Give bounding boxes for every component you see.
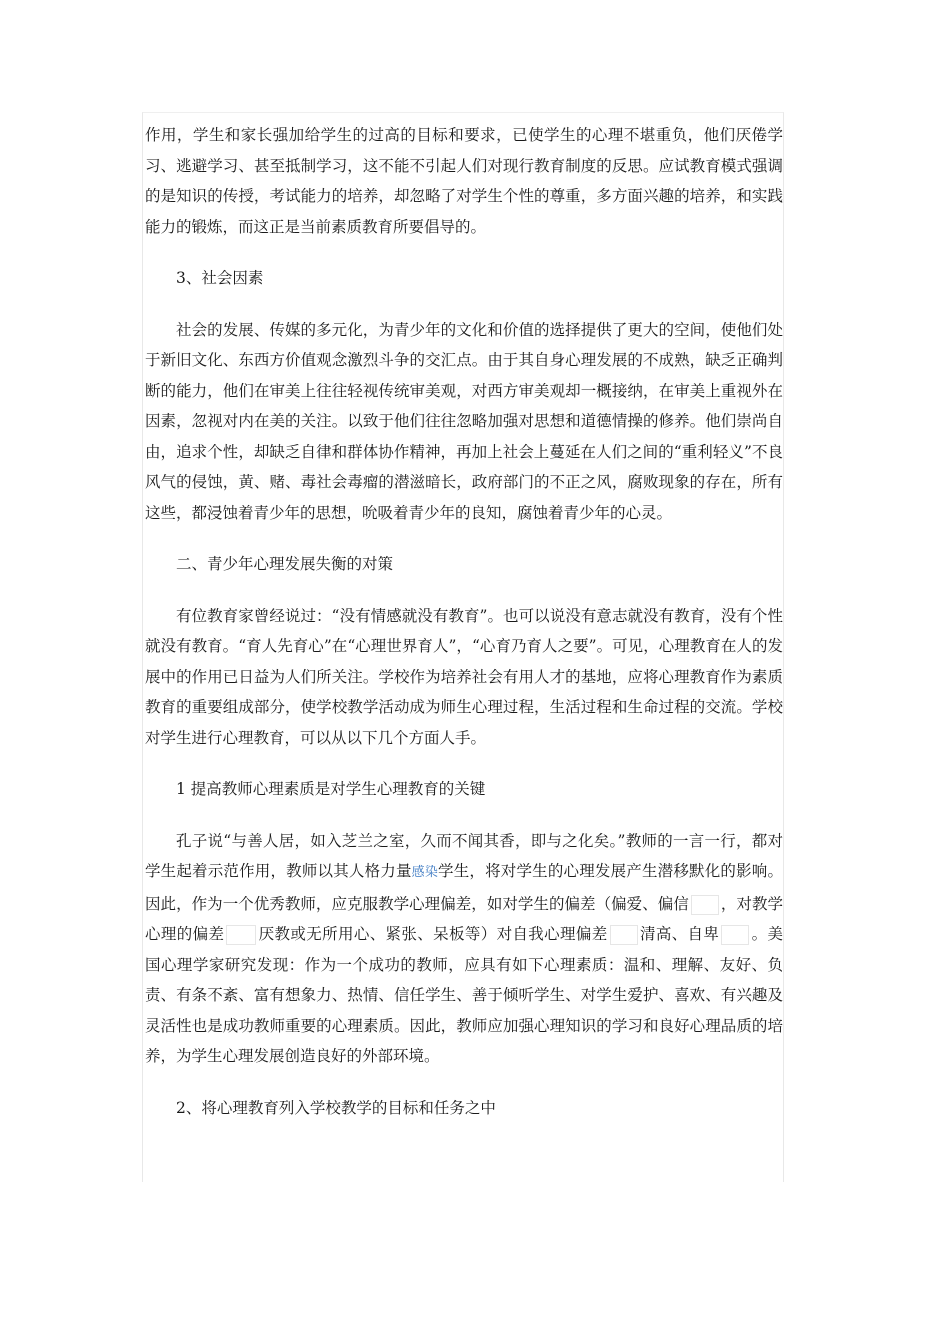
heading-social-factors: 3、社会因素 xyxy=(176,269,264,287)
text-segment: 学生，将对学生的心理发展产生潜移默化的影响。因此，作为一个优秀教师，应克服教学心理偏差，如对学生的偏差（偏爱、偏信 xyxy=(145,862,783,913)
text-segment: 孔子说“与善人居，如入芝兰之室，久而不闻其香，即与之化矣。”教师的一言一行，都对学生起着示范作用，教师以其人格力量 xyxy=(145,831,783,880)
paragraph-social-factors: 社会的发展、传媒的多元化，为青少年的文化和价值的选择提供了更大的空间，使他们处于新旧文化、东西方价值观念激烈斗争的交汇点。由于其自身心理发展的不成熟，缺乏正确判断的能力，他们在审美上往往轻视传统审美观，对西方审美观却一概接纳，在审美上重视外在因素，忽视对内在美的关注。以致于他们往往忽略加强对思想和道德情操的修养。他们崇尚自由，追求个性，却缺乏自律和群体协作精神，再加上社会上蔓延在人们之间的“重利轻义”不良风气的侵蚀，黄、赌、毒社会毒瘤的潜滋暗长，政府部门的不正之风，腐败现象的存在，所有这些，都浸蚀着青少年的思想，吮吸着青少年的良知，腐蚀着青少年的心灵。 xyxy=(145,320,783,522)
text-segment: ，对教学心理的偏差 xyxy=(145,894,783,943)
article-body xyxy=(145,120,783,1144)
text-segment: 清高、自卑 xyxy=(639,925,720,943)
missing-image-placeholder xyxy=(721,925,749,945)
paragraph-teacher-quality xyxy=(145,826,783,1072)
missing-image-placeholder xyxy=(610,925,638,945)
heading-psych-education-goals: 2、将心理教育列入学校教学的目标和任务之中 xyxy=(176,1098,496,1117)
heading-countermeasures: 二、青少年心理发展失衡的对策 xyxy=(176,555,394,573)
missing-image-placeholder xyxy=(691,895,719,915)
text-segment: 厌教或无所用心、紧张、呆板等）对自我心理偏差 xyxy=(258,925,608,943)
link-ganran[interactable]: 感染 xyxy=(411,865,439,880)
paragraph-education-system: 作用，学生和家长强加给学生的过高的目标和要求，已使学生的心理不堪重负，他们厌倦学习、逃避学习、甚至抵制学习，这不能不引起人们对现行教育制度的反思。应试教育模式强调的是知识的传授，考试能力的培养，却忽略了对学生个性的尊重，多方面兴趣的培养，和实践能力的锻炼，而这正是当前素质教育所要倡导的。 xyxy=(145,126,783,236)
text-segment: 。美国心理学家研究发现：作为一个成功的教师，应具有如下心理素质：温和、理解、友好、负责、有条不紊、富有想象力、热情、信任学生、善于倾听学生、对学生爱护、喜欢、有兴趣及灵活性也是成功教师重要的心理素质。因此，教师应加强心理知识的学习和良好心理品质的培养，为学生心理发展创造良好的外部环境。 xyxy=(145,925,783,1065)
paragraph-countermeasures: 有位教育家曾经说过：“没有情感就没有教育”。也可以说没有意志就没有教育，没有个性就没有教育。“育人先育心”在“心理世界育人”，“心育乃育人之要”。可见，心理教育在人的发展中的作用已日益为人们所关注。学校作为培养社会有用人才的基地，应将心理教育作为素质教育的重要组成部分，使学校教学活动成为师生心理过程，生活过程和生命过程的交流。学校对学生进行心理教育，可以从以下几个方面人手。 xyxy=(145,606,783,747)
heading-teacher-quality: 1 提高教师心理素质是对学生心理教育的关键 xyxy=(176,780,486,798)
missing-image-placeholder xyxy=(226,925,256,945)
